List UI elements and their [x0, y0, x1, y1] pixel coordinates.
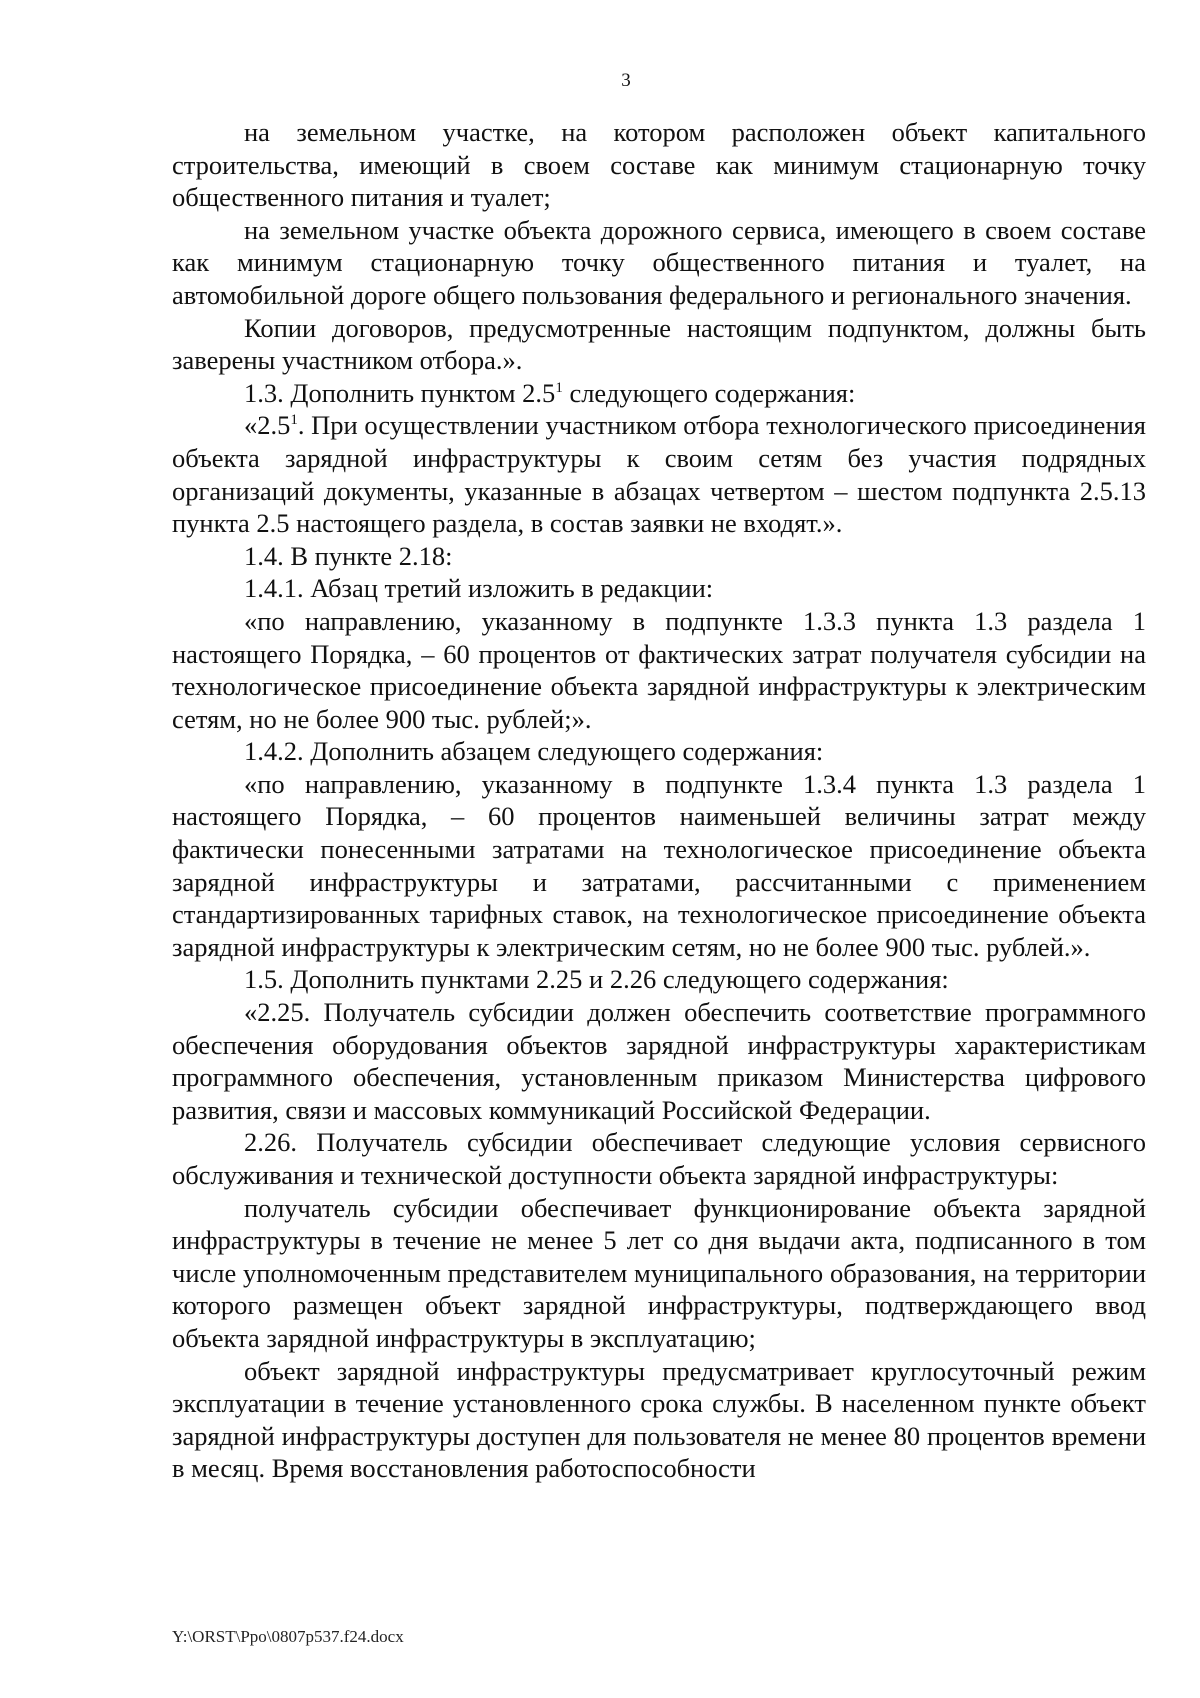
paragraph: «2.25. Получатель субсидии должен обеспечить соответствие программного обеспечения оборудования объектов зарядной инфраструктуры характеристикам программного обеспечения, установленным приказом Министерства цифрового развития, связи и массовых коммуникаций Российской Федерации.: [172, 997, 1146, 1125]
paragraph: на земельном участке объекта дорожного сервиса, имеющего в своем составе как минимум стационарную точку общественного питания и туалет, на автомобильной дороге общего пользования федерального и регионального значения.: [172, 214, 1146, 310]
paragraph: 1.5. Дополнить пунктами 2.25 и 2.26 следующего содержания:: [244, 964, 949, 995]
paragraph: «$2.5^1$. При осуществлении участником отбора технологического присоединения объекта зарядной инфраструктуры к своим сетям без участия подрядных организаций документы, указанные в абзацах четвертом – шестом подпункта 2.5.13 пункта 2.5 настоящего раздела, в состав заявки не входят.».: [172, 410, 1146, 539]
page-number: 3: [621, 70, 631, 91]
paragraph: Копии договоров, предусмотренные настоящим подпунктом, должны быть заверены участником отбора.».: [172, 312, 1146, 376]
paragraph: 1.3. Дополнить пунктом $2.5^1$ следующего содержания:: [244, 377, 856, 408]
paragraph: получатель субсидии обеспечивает функционирование объекта зарядной инфраструктуры в течение не менее 5 лет со дня выдачи акта, подписанного в том числе уполномоченным представителем муниципального образования, на территории которого размещен объект зарядной инфраструктуры, подтверждающего ввод объекта зарядной инфраструктуры в эксплуатацию;: [172, 1192, 1146, 1353]
paragraph: 1.4.2. Дополнить абзацем следующего содержания:: [244, 736, 824, 767]
file-path-footer: Y:\ORST\Ppo\0807p537.f24.docx: [172, 1627, 404, 1646]
paragraph: 2.26. Получатель субсидии обеспечивает следующие условия сервисного обслуживания и технической доступности объекта зарядной инфраструктуры:: [172, 1127, 1146, 1190]
paragraph: «по направлению, указанному в подпункте 1.3.4 пункта 1.3 раздела 1 настоящего Порядка, – 60 процентов наименьшей величины затрат между фактически понесенными затратами на технологическое присоединение объекта зарядной инфраструктуры и затратами, рассчитанными с применением стандартизированных тарифных ставок, на технологическое присоединение объекта зарядной инфраструктуры к электрическим сетям, но не более 900 тыс. рублей.».: [172, 768, 1146, 962]
paragraph: 1.4.1. Абзац третий изложить в редакции:: [244, 573, 714, 604]
paragraph: объект зарядной инфраструктуры предусматривает круглосуточный режим эксплуатации в течение установленного срока службы. В населенном пункте объект зарядной инфраструктуры доступен для пользователя не менее 80 процентов времени в месяц. Время восстановления работоспособности: [172, 1355, 1146, 1484]
paragraph: «по направлению, указанному в подпункте 1.3.3 пункта 1.3 раздела 1 настоящего Порядка, – 60 процентов от фактических затрат получателя субсидии на технологическое присоединение объекта зарядной инфраструктуры к электрическим сетям, но не более 900 тыс. рублей;».: [172, 605, 1146, 734]
paragraph: 1.4. В пункте 2.18:: [244, 540, 453, 571]
paragraph: на земельном участке, на котором расположен объект капитального строительства, имеющий в своем составе как минимум стационарную точку общественного питания и туалет;: [172, 117, 1146, 213]
superscript-one: 1: [290, 412, 298, 429]
superscript-one: 1: [555, 379, 563, 396]
document-body: [172, 116, 1146, 1485]
